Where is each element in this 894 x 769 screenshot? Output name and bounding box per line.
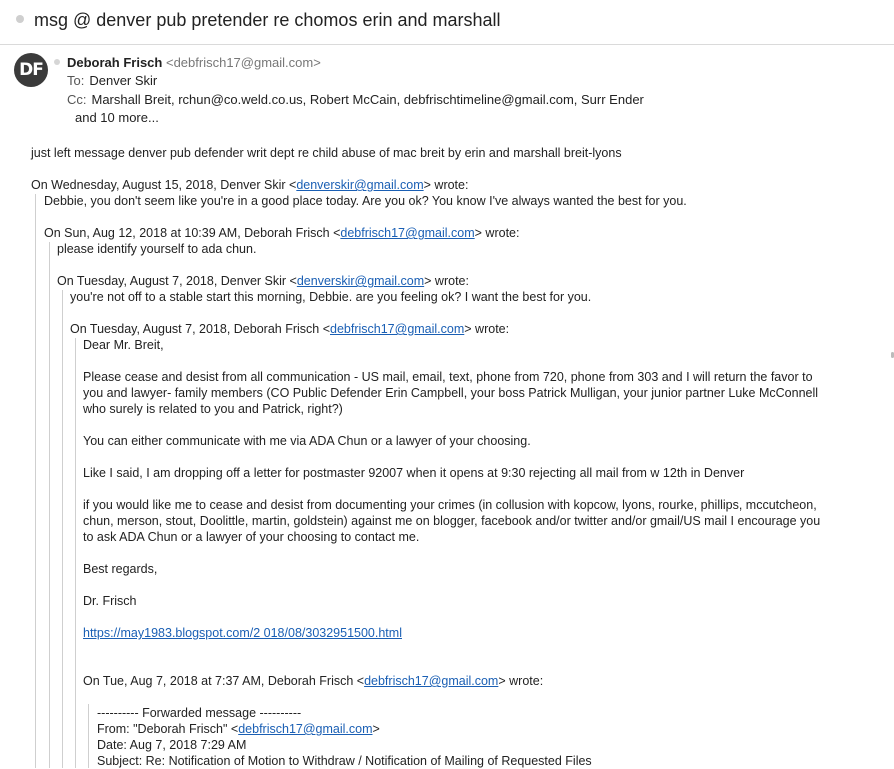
letter-paragraph-3: Like I said, I am dropping off a letter for postmaster 92007 when it opens at 9:30 rejecting all mail from w 12th in Denver	[83, 466, 745, 480]
cc-line	[67, 92, 644, 107]
quote-bar-4	[75, 338, 76, 768]
letter-paragraph-1-line-2: you and lawyer- family members (CO Public Defender Erin Campbell, your boss Patrick Mulligan, your junior partner Luke McConnell	[83, 386, 819, 400]
email-link[interactable]: denverskir@gmail.com	[296, 178, 424, 192]
forwarded-from: From: "Deborah Frisch" <debfrisch17@gmail.com>	[97, 722, 380, 736]
letter-paragraph-2: You can either communicate with me via ADA Chun or a lawyer of your choosing.	[83, 434, 531, 448]
subject-bar	[0, 0, 894, 45]
quote-bar-2	[49, 242, 50, 768]
quote-attribution-1: On Wednesday, August 15, 2018, Denver Skir <denverskir@gmail.com> wrote:	[31, 178, 469, 192]
quote-attribution-3: On Tuesday, August 7, 2018, Denver Skir <denverskir@gmail.com> wrote:	[57, 274, 469, 288]
forwarded-subject: Subject: Re: Notification of Motion to Withdraw / Notification of Mailing of Requested Files	[97, 754, 592, 768]
quote-bar-5	[88, 704, 89, 768]
cc-label: Cc:	[67, 92, 87, 107]
unread-dot-icon	[54, 59, 60, 65]
quote-bar-3	[62, 290, 63, 768]
letter-paragraph-4-line-1: if you would like me to cease and desist from documenting your crimes (in collusion with kopcow, lyons, rourke, phillips, mccutcheon,	[83, 498, 817, 512]
quote-text-3: you're not off to a stable start this morning, Debbie. are you feeling ok? I want the best for you.	[70, 290, 592, 304]
to-label: To:	[67, 73, 85, 88]
quote-attribution-5: On Tue, Aug 7, 2018 at 7:37 AM, Deborah Frisch <debfrisch17@gmail.com> wrote:	[83, 674, 544, 688]
blog-link[interactable]: https://may1983.blogspot.com/2 018/08/3032951500.html	[83, 626, 402, 640]
sender-line	[67, 55, 321, 70]
email-link[interactable]: debfrisch17@gmail.com	[238, 722, 373, 736]
sender-name[interactable]: Deborah Frisch	[67, 55, 163, 70]
forwarded-title: ---------- Forwarded message ----------	[97, 706, 302, 720]
email-subject: msg @ denver pub pretender re chomos erin and marshall	[34, 10, 501, 30]
email-link[interactable]: debfrisch17@gmail.com	[340, 226, 475, 240]
body-intro: just left message denver pub defender writ dept re child abuse of mac breit by erin and marshall breit-lyons	[31, 146, 622, 160]
status-dot-icon	[16, 15, 24, 23]
more-recipients-link[interactable]: and 10 more...	[75, 110, 159, 125]
avatar[interactable]: DF	[14, 53, 48, 87]
forwarded-date: Date: Aug 7, 2018 7:29 AM	[97, 738, 247, 752]
letter-paragraph-1-line-3: who surely is related to you and Patrick, right?)	[83, 402, 343, 416]
letter-paragraph-4-line-3: to ask ADA Chun or a lawyer of your choosing to contact me.	[83, 530, 420, 544]
quote-bar-1	[35, 194, 36, 768]
letter-greeting: Dear Mr. Breit,	[83, 338, 164, 352]
quote-attribution-4: On Tuesday, August 7, 2018, Deborah Frisch <debfrisch17@gmail.com> wrote:	[70, 322, 510, 336]
sender-email[interactable]: <debfrisch17@gmail.com>	[165, 55, 321, 70]
to-recipient[interactable]: Denver Skir	[89, 73, 158, 88]
email-link[interactable]: denverskir@gmail.com	[296, 274, 425, 288]
to-line	[67, 73, 157, 88]
letter-signature: Dr. Frisch	[83, 594, 137, 608]
email-link[interactable]: debfrisch17@gmail.com	[364, 674, 499, 688]
cc-recipients[interactable]: Marshall Breit, rchun@co.weld.co.us, Robert McCain, debfrischtimeline@gmail.com, Surr Ender	[91, 92, 644, 107]
quote-text-2: please identify yourself to ada chun.	[57, 242, 257, 256]
letter-closing: Best regards,	[83, 562, 158, 576]
letter-paragraph-4-line-2: chun, merson, stout, Doolittle, martin, goldstein) against me on blogger, facebook and/or twitter and/or gmail/US mail I encourage you	[83, 514, 821, 528]
email-link[interactable]: debfrisch17@gmail.com	[330, 322, 465, 336]
letter-paragraph-1-line-1: Please cease and desist from all communication - US mail, email, text, phone from 720, phone from 303 and I will return the favor to	[83, 370, 813, 384]
quote-attribution-2: On Sun, Aug 12, 2018 at 10:39 AM, Deborah Frisch <debfrisch17@gmail.com> wrote:	[44, 226, 520, 240]
quote-text-1: Debbie, you don't seem like you're in a good place today. Are you ok? You know I've always wanted the best for you.	[44, 194, 687, 208]
